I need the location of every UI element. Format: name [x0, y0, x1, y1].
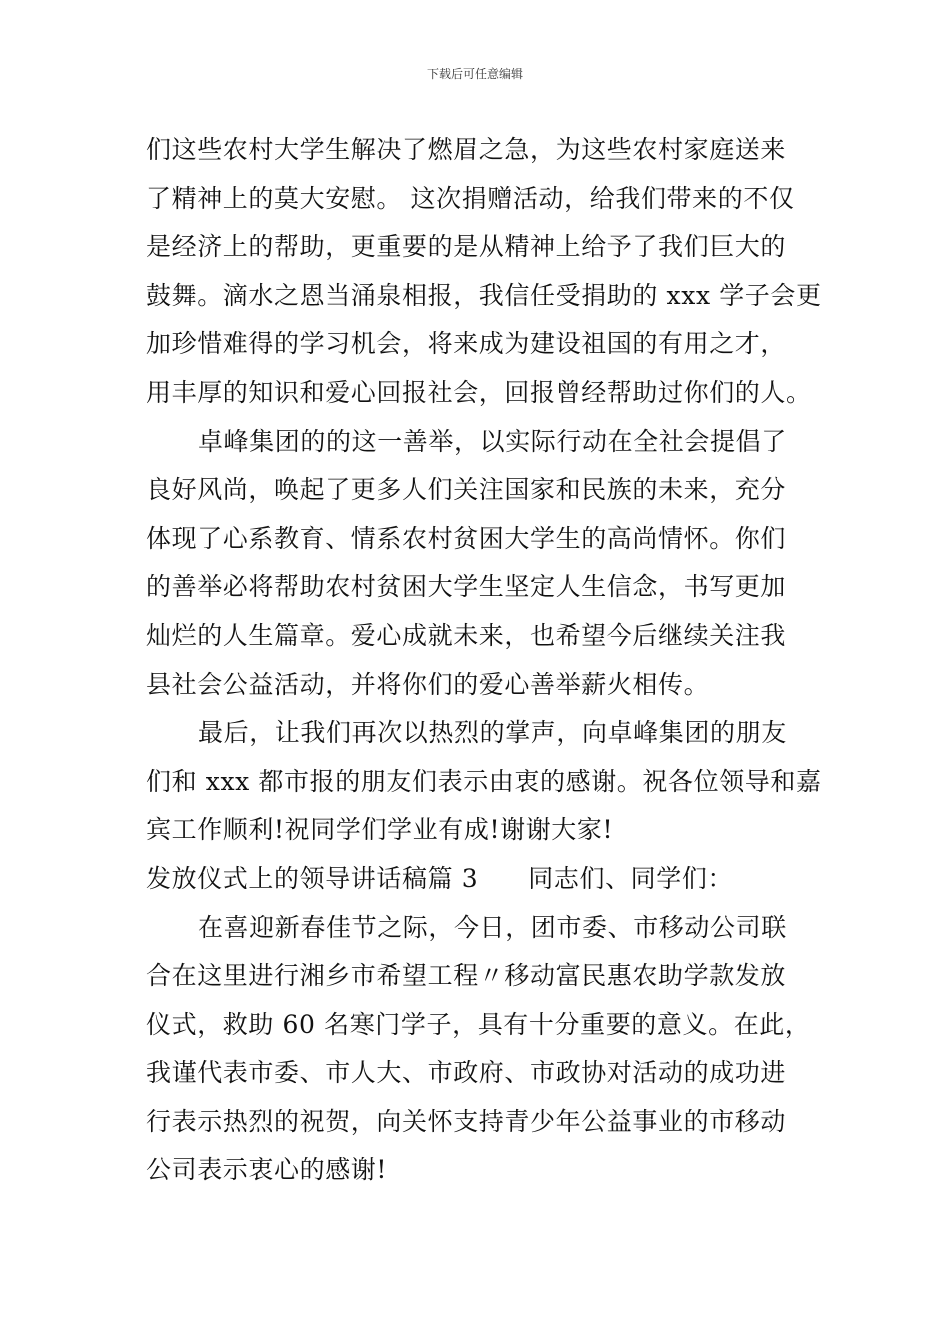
text-line: 体现了心系教育、情系农村贫困大学生的高尚情怀。你们: [146, 523, 787, 553]
document-body: [146, 126, 822, 1195]
paragraph: [146, 418, 811, 710]
text-line: 良好风尚，唤起了更多人们关注国家和民族的未来，充分: [146, 475, 787, 505]
text-line: 是经济上的帮助，更重要的是从精神上给予了我们巨大的: [146, 232, 787, 262]
text-line: 加珍惜难得的学习机会，将来成为建设祖国的有用之才，: [146, 329, 787, 359]
text-line: 们和 xxx 都市报的朋友们表示由衷的感谢。祝各位领导和嘉: [146, 766, 822, 796]
text-line: 鼓舞。滴水之恩当涌泉相报，我信任受捐助的 xxx 学子会更: [146, 280, 822, 310]
paragraph: [146, 709, 822, 855]
section-heading-line: [146, 855, 811, 904]
text-line: 用丰厚的知识和爱心回报社会，回报曾经帮助过你们的人。: [146, 377, 812, 407]
salutation: 同志们、同学们：: [528, 863, 734, 893]
text-line: 县社会公益活动，并将你们的爱心善举薪火相传。: [146, 669, 710, 699]
text-line: 合在这里进行湘乡市希望工程〃移动富民惠农助学款发放: [146, 961, 787, 991]
text-line: 卓峰集团的的这一善举，以实际行动在全社会提倡了: [198, 426, 787, 456]
text-line: 仪式，救助 60 名寒门学子，具有十分重要的意义。在此，: [146, 1009, 811, 1039]
text-line: 了精神上的莫大安慰。 这次捐赠活动，给我们带来的不仅: [146, 183, 795, 213]
text-line: 公司表示衷心的感谢!: [146, 1155, 388, 1185]
text-line: 宾工作顺利!祝同学们学业有成!谢谢大家!: [146, 815, 614, 845]
section-heading: 发放仪式上的领导讲话稿篇 3: [146, 863, 479, 893]
page-header-note: 下载后可任意编辑: [426, 67, 523, 81]
paragraph: [146, 126, 822, 418]
text-line: 最后，让我们再次以热烈的掌声，向卓峰集团的朋友: [198, 718, 787, 748]
text-line: 灿烂的人生篇章。爱心成就未来，也希望今后继续关注我: [146, 620, 787, 650]
text-line: 在喜迎新春佳节之际，今日，团市委、市移动公司联: [198, 912, 787, 942]
text-line: 我谨代表市委、市人大、市政府、市政协对活动的成功进: [146, 1058, 787, 1088]
text-line: 们这些农村大学生解决了燃眉之急，为这些农村家庭送来: [146, 135, 787, 164]
text-line: 行表示热烈的祝贺，向关怀支持青少年公益事业的市移动: [146, 1106, 787, 1136]
text-line: 的善举必将帮助农村贫困大学生坚定人生信念，书写更加: [146, 572, 787, 602]
paragraph: [146, 904, 811, 1196]
